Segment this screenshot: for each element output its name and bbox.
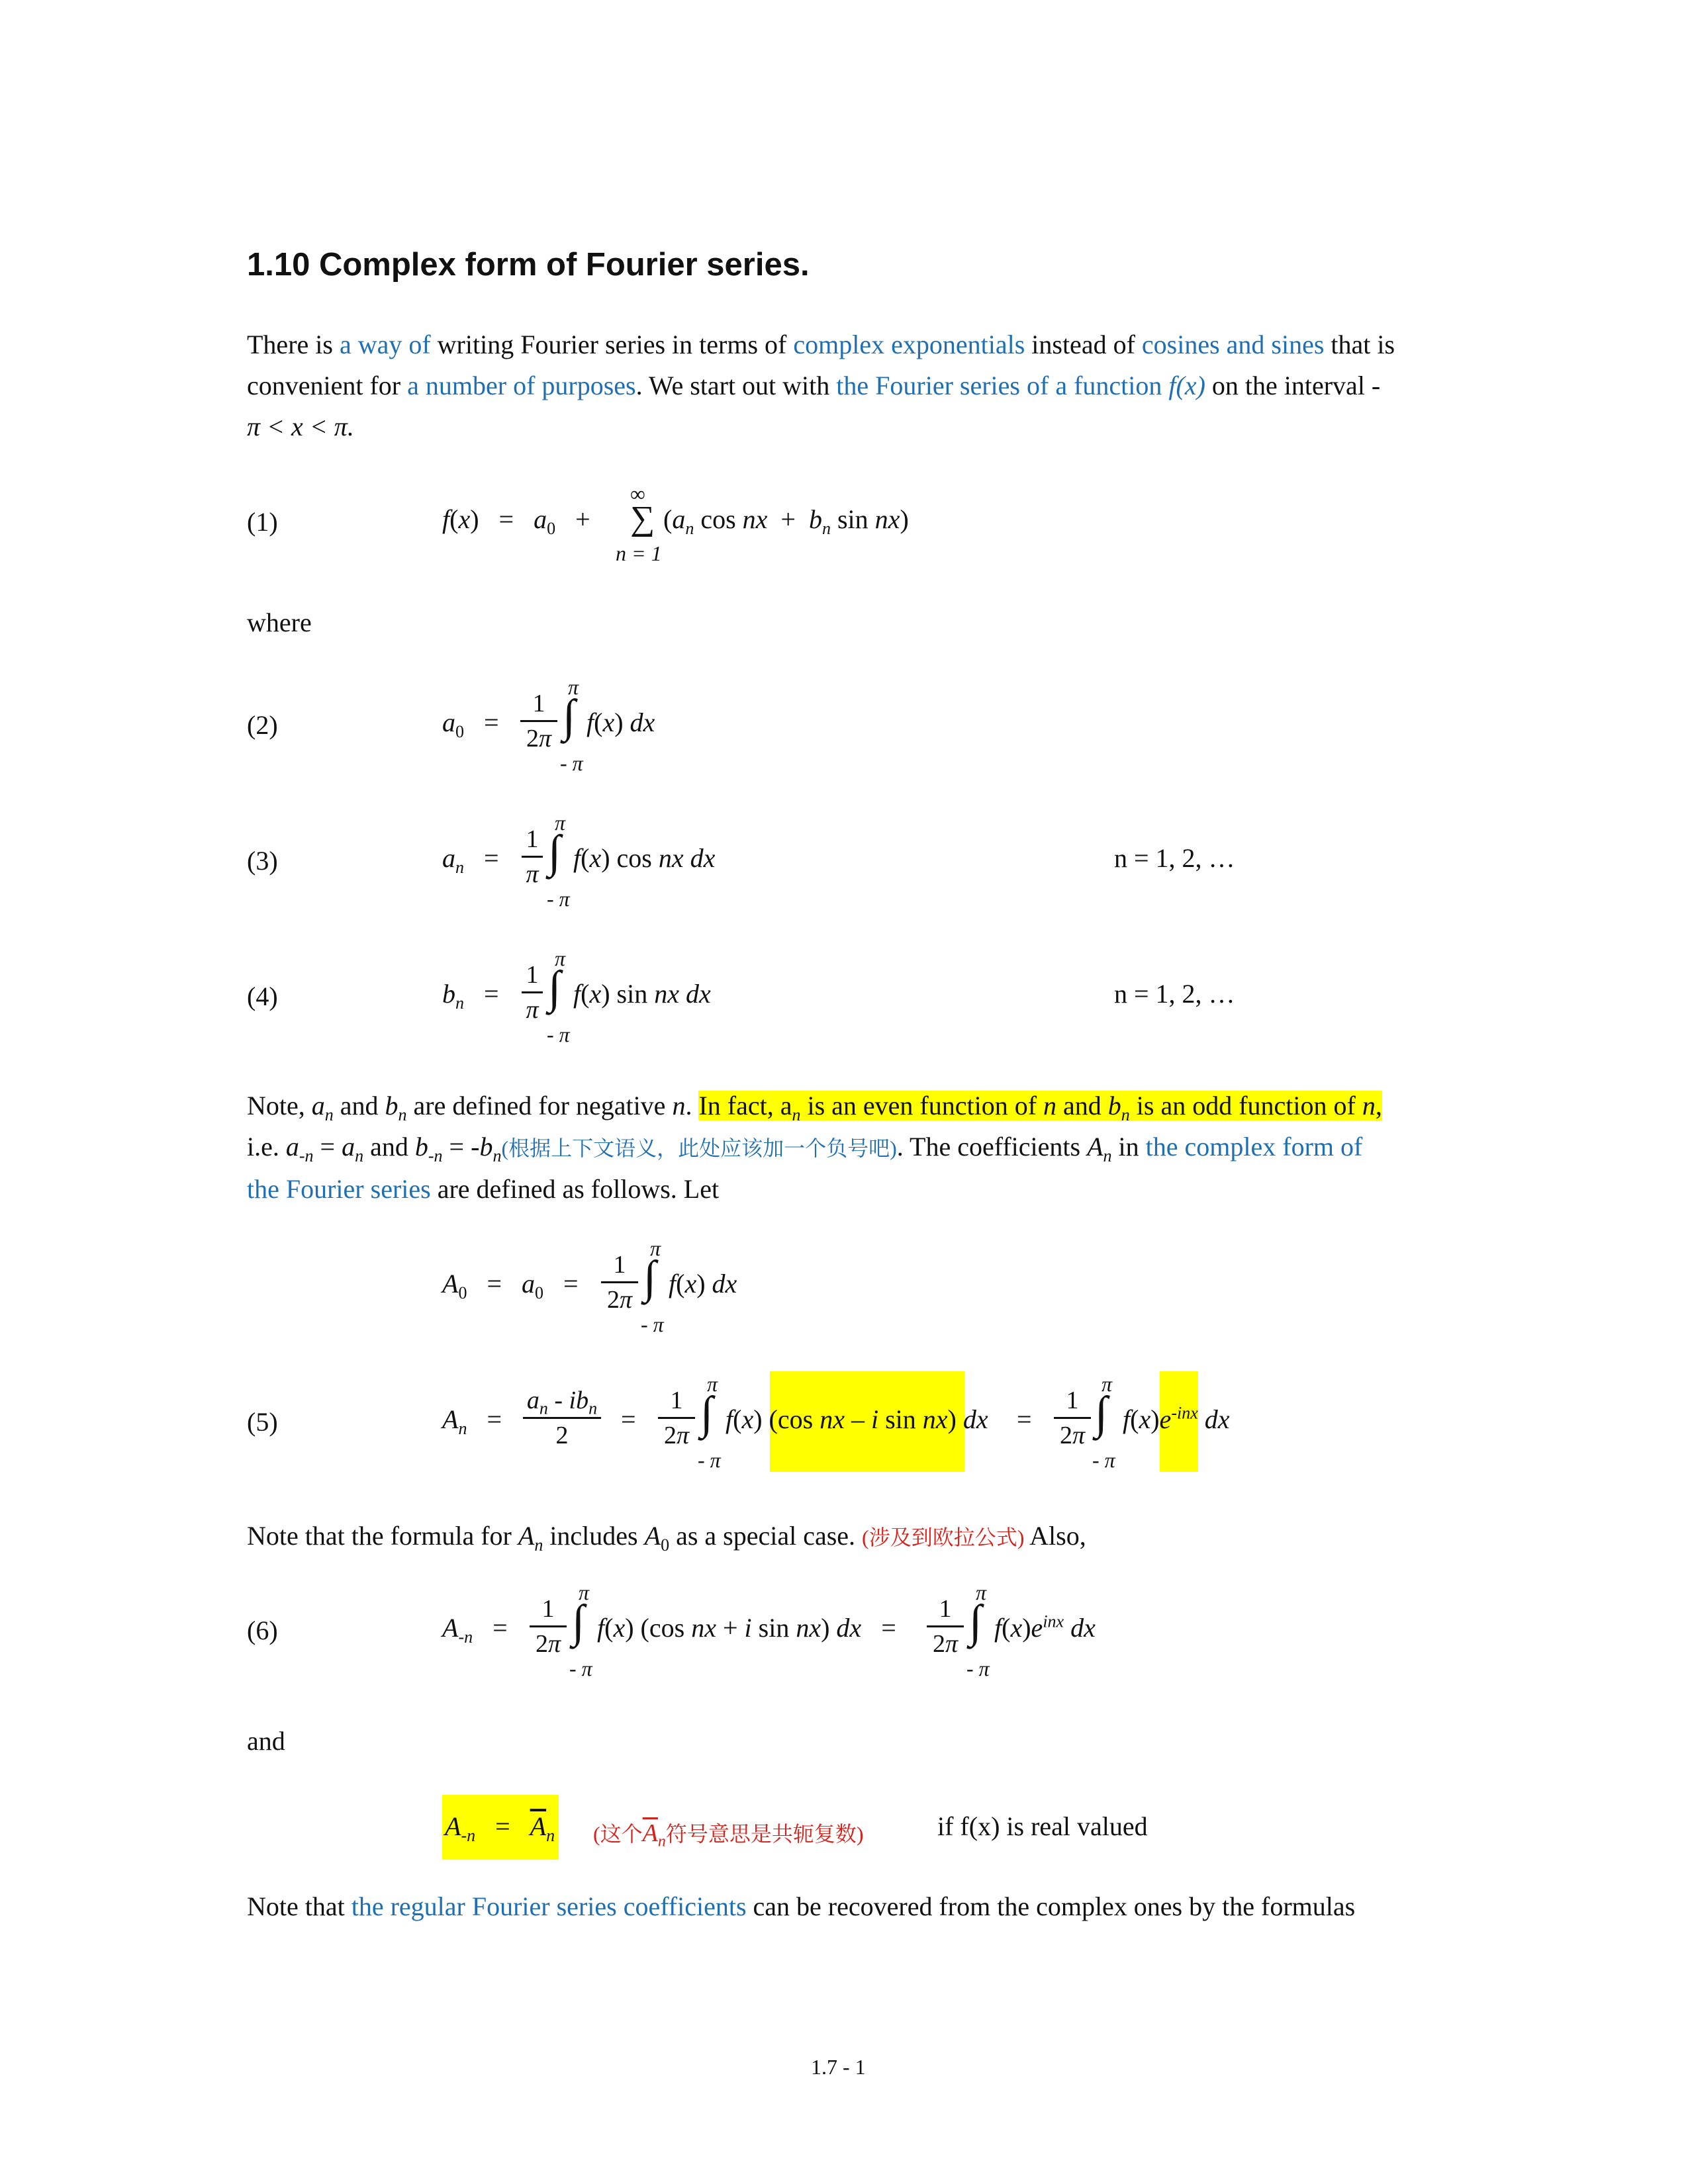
equation-4-lhs: $b_n$ =	[442, 979, 499, 1013]
text: and	[363, 1132, 415, 1161]
intro-line-1	[247, 324, 1395, 365]
integral-sign: ∫	[969, 1596, 982, 1647]
equation-label-5: (5)	[247, 1407, 278, 1437]
text: . We start out with	[635, 371, 837, 400]
lower-limit-neg-pi: - π	[547, 887, 570, 911]
upper-limit-pi: π	[1102, 1372, 1113, 1396]
equation-a0-integrand: f(x) dx	[669, 1269, 737, 1298]
equation-label-6: (6)	[247, 1615, 278, 1645]
equation-5-integrand: f(x) (cos nx – i sin nx) dx	[726, 1404, 988, 1434]
equation-5-exponential: $f(x)e^{-inx}$ dx	[1123, 1403, 1230, 1434]
text: writing Fourier series in terms of	[430, 330, 794, 359]
fraction-1-over-pi: 1 π	[522, 824, 543, 889]
upper-limit-pi: π	[650, 1236, 661, 1260]
text: Note that	[247, 1891, 352, 1921]
where-text: where	[247, 608, 312, 637]
text: is an odd function of	[1129, 1091, 1362, 1120]
text: There is	[247, 330, 340, 359]
text: and	[1056, 1091, 1108, 1120]
equation-4-integrand: f(x) sin nx dx	[573, 979, 711, 1009]
note-line-2: i.e. $a_{-n} = a_n$ and $b_{-n} = -b_n$(根据上下文语义，此处应该加一个负号吧). The coefficients $A_n$ in the complex form of	[247, 1132, 1363, 1165]
equation-a0: $A_0 = a_0$ =	[442, 1269, 579, 1302]
upper-limit-pi: π	[976, 1580, 987, 1604]
text: 符号意思是共轭复数)	[665, 1822, 864, 1846]
text: are defined as follows. Let	[430, 1174, 720, 1204]
final-paragraph	[247, 1886, 1355, 1927]
fraction-1-over-2pi: 1 2π	[1054, 1385, 1091, 1451]
annotation-note: (根据上下文语义，此处应该加一个负号吧)	[501, 1136, 897, 1160]
text: . The coefficients	[896, 1132, 1088, 1161]
intro-paragraph	[247, 324, 1395, 447]
text: (这个	[593, 1822, 643, 1846]
text: as a special case.	[669, 1521, 863, 1551]
intro-line-3	[247, 406, 1395, 447]
lower-limit-neg-pi: - π	[966, 1657, 990, 1680]
text: and	[333, 1091, 385, 1120]
lower-limit-neg-pi: - π	[1092, 1448, 1115, 1472]
text: on the interval -	[1205, 371, 1381, 400]
page-number: 1.7 - 1	[811, 2055, 866, 2079]
equation-1-lhs: $f(x) = a_0$ +	[442, 504, 590, 538]
equation-2-integrand: f(x) dx	[586, 707, 655, 737]
note-line-1: Note, $a_n$ and $b_n$ are defined for negative n. In fact, $a_n$ is an even function of n and $b_n$ is an odd function of n,	[247, 1091, 1382, 1124]
sum-lower-limit: n = 1	[616, 541, 662, 565]
fraction-1-over-2pi: 1 2π	[658, 1385, 695, 1451]
integral-sign: ∫	[548, 962, 561, 1013]
sum-upper-limit: ∞	[630, 482, 645, 506]
text: in	[1111, 1132, 1146, 1161]
real-valued-condition: if f(x) is real valued	[937, 1811, 1148, 1841]
term-link: f(x)	[1168, 371, 1205, 400]
upper-limit-pi: π	[707, 1372, 718, 1396]
integral-sign: ∫	[572, 1596, 585, 1647]
lower-limit-neg-pi: - π	[547, 1023, 570, 1046]
text: are defined for negative	[406, 1091, 673, 1120]
conjugate-annotation: (这个$\overline{A}_n$符号意思是共轭复数)	[593, 1819, 864, 1850]
term-link: complex exponentials	[793, 330, 1025, 359]
text: includes	[543, 1521, 645, 1551]
interval-text: π < x < π.	[247, 412, 354, 441]
section-title: 1.10 Complex form of Fourier series.	[247, 247, 810, 283]
text: instead of	[1025, 330, 1142, 359]
equals-sign: =	[621, 1404, 636, 1434]
equation-2-lhs: $a_0$ =	[442, 707, 499, 741]
integral-sign: ∫	[548, 827, 561, 878]
intro-line-2	[247, 365, 1395, 406]
equation-label-1: (1)	[247, 507, 278, 537]
index-range-4: n = 1, 2, …	[1114, 979, 1235, 1009]
equation-label-4: (4)	[247, 981, 278, 1011]
upper-limit-pi: π	[579, 1580, 590, 1604]
note-paragraph-1	[247, 1085, 1382, 1210]
lower-limit-neg-pi: - π	[641, 1312, 664, 1336]
text: that is	[1324, 330, 1395, 359]
integral-sign: ∫	[700, 1388, 714, 1439]
integral-sign: ∫	[1095, 1388, 1108, 1439]
text: Note,	[247, 1091, 312, 1120]
term-link: the Fourier series of a function	[836, 371, 1169, 400]
text: Also,	[1024, 1521, 1086, 1551]
fraction-1-over-2pi: 1 2π	[530, 1594, 567, 1659]
lower-limit-neg-pi: - π	[560, 751, 583, 775]
equation-3-integrand: f(x) cos nx dx	[573, 843, 716, 873]
fraction-1-over-2pi: 1 2π	[927, 1594, 964, 1659]
lower-limit-neg-pi: - π	[569, 1657, 592, 1680]
text: .	[685, 1091, 699, 1120]
and-text: and	[247, 1726, 285, 1756]
upper-limit-pi: π	[555, 811, 566, 835]
sigma-symbol: ∑	[630, 500, 655, 537]
equation-conjugate: $A_{-n} = \overline{A}_n$	[445, 1811, 555, 1845]
fraction-1-over-pi: 1 π	[522, 960, 543, 1025]
note-line-3	[247, 1169, 1382, 1210]
equation-6-integrand: f(x) (cos nx + i sin nx) dx =	[597, 1613, 896, 1643]
text: convenient for	[247, 371, 408, 400]
text: can be recovered from the complex ones by the formulas	[746, 1891, 1356, 1921]
equation-label-2: (2)	[247, 710, 278, 740]
fraction-1-over-2pi: 1 2π	[601, 1250, 638, 1315]
term-link: the complex form of	[1145, 1132, 1363, 1161]
upper-limit-pi: π	[568, 675, 579, 699]
equation-1-rhs: ($a_n$ cos nx + $b_n$ sin nx)	[663, 504, 909, 538]
term-link: a way of	[339, 330, 431, 359]
text: In fact, a	[698, 1091, 792, 1120]
equation-5-lhs: $A_n$ =	[442, 1404, 502, 1438]
equation-6-exponential: $f(x)e^{inx}$ dx	[994, 1612, 1096, 1643]
equation-3-lhs: $a_n$ =	[442, 843, 499, 877]
term-link: a number of purposes	[407, 371, 636, 400]
annotation-note: (涉及到欧拉公式)	[862, 1525, 1025, 1549]
upper-limit-pi: π	[555, 946, 566, 970]
text: is an even function of	[800, 1091, 1044, 1120]
integral-sign: ∫	[643, 1252, 657, 1303]
term-link: the regular Fourier series coefficients	[351, 1891, 747, 1921]
equation-6-lhs: $A_{-n}$ =	[442, 1613, 508, 1647]
integral-sign: ∫	[563, 691, 576, 742]
term-link: cosines and sines	[1141, 330, 1325, 359]
fraction-an-ibn-over-2: $a_n - ib_n$ 2	[523, 1385, 601, 1451]
equation-label-3: (3)	[247, 846, 278, 876]
equals-sign: =	[1017, 1404, 1032, 1434]
note-paragraph-2: Note that the formula for $A_n$ includes $A_0$ as a special case. (涉及到欧拉公式) Also,	[247, 1521, 1086, 1555]
index-range-3: n = 1, 2, …	[1114, 843, 1235, 873]
text: i.e.	[247, 1132, 286, 1161]
fraction-1-over-2pi: 1 2π	[520, 688, 557, 754]
term-link: the Fourier series	[247, 1174, 431, 1204]
lower-limit-neg-pi: - π	[698, 1448, 721, 1472]
text: Note that the formula for	[247, 1521, 518, 1551]
highlighted-statement: In fact, $a_n$ is an even function of n and $b_n$ is an odd function of n,	[698, 1091, 1382, 1124]
